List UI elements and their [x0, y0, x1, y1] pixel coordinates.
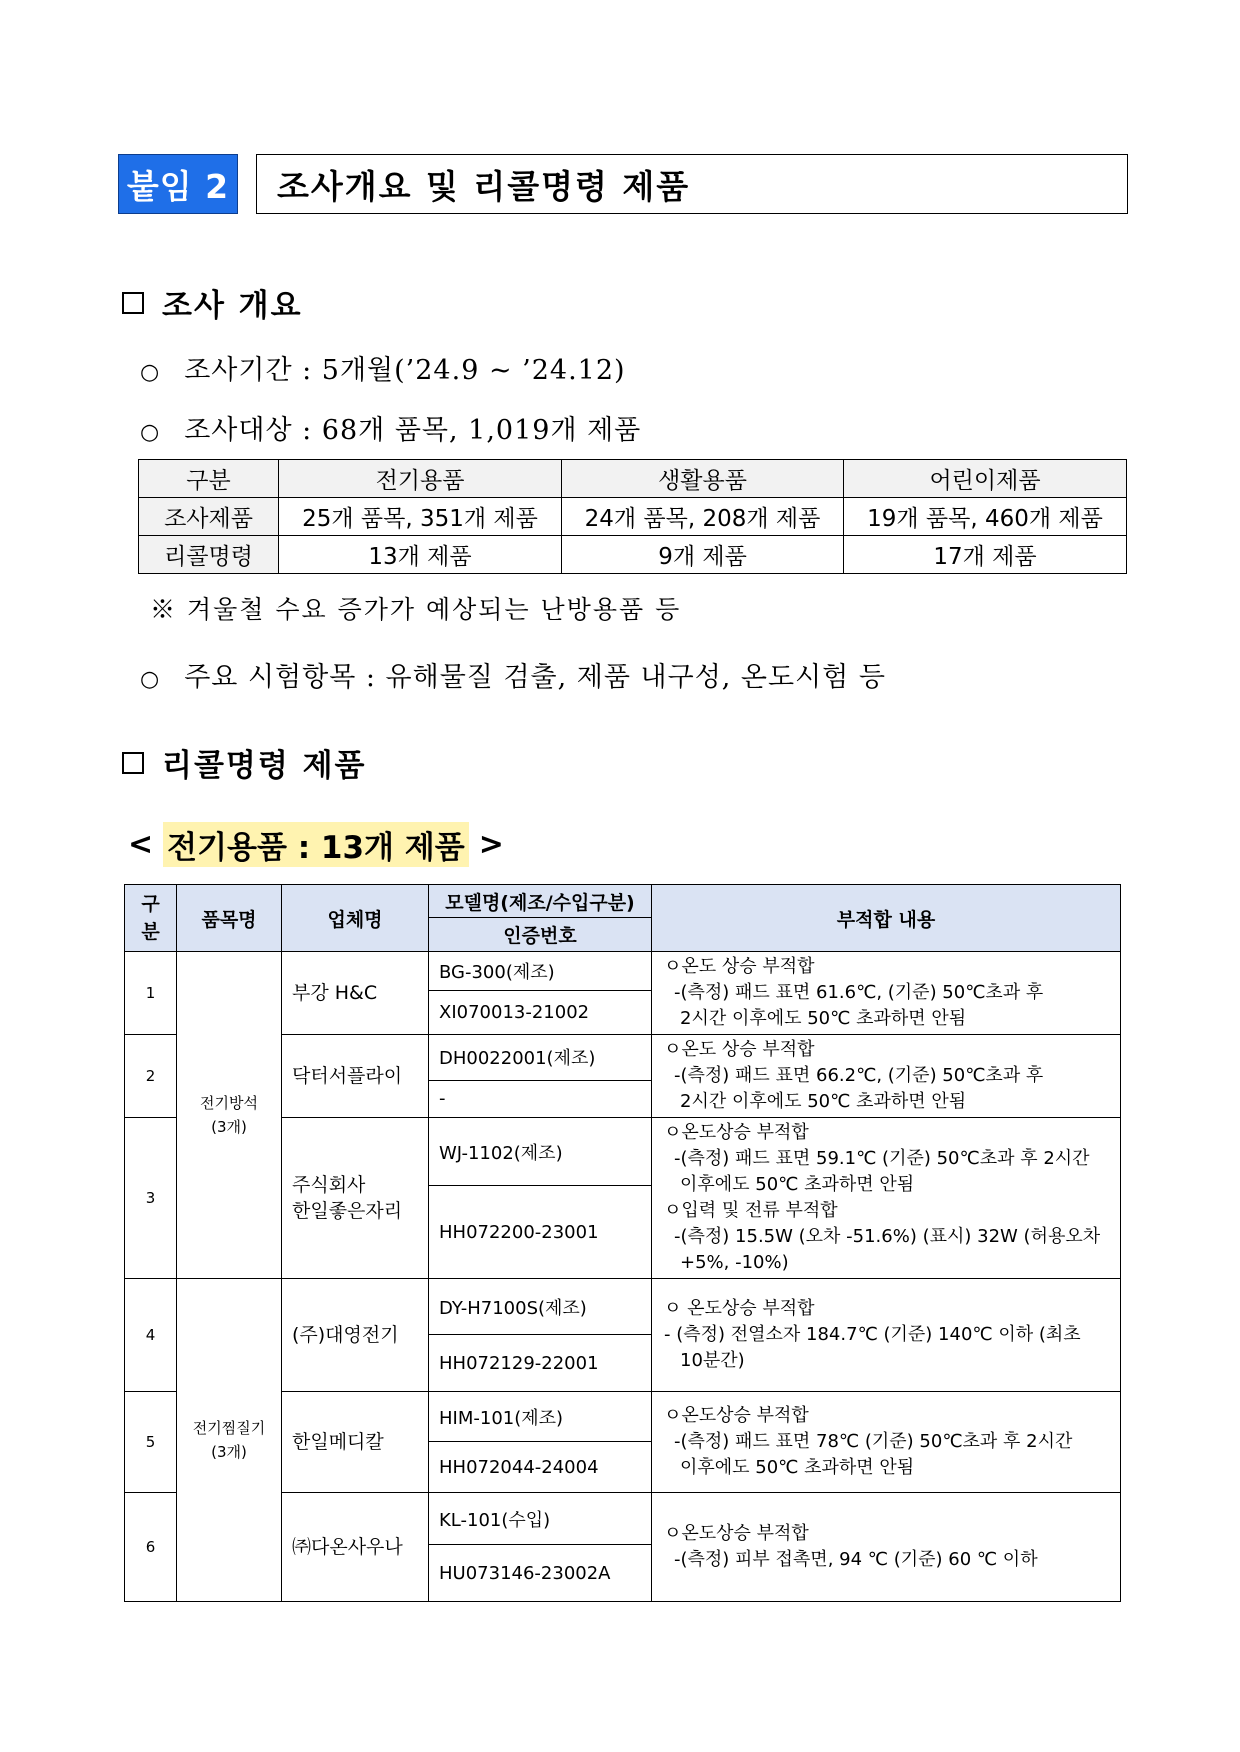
cert-number: HU073146-23002A: [429, 1545, 652, 1602]
item-name-cell: [177, 952, 282, 1279]
model-name: WJ-1102(제조): [429, 1118, 652, 1186]
defect-detail: -(측정) 패드 표면 66.2℃, (기준) 50℃초과 후: [674, 1065, 1044, 1086]
tests-text: 주요 시험항목 : 유해물질 검출, 제품 내구성, 온도시험 등: [184, 662, 886, 693]
company-name: [282, 1118, 429, 1279]
defect-title: ㅇ온도상승 부적합: [664, 1122, 809, 1143]
defect-detail: 10분간): [680, 1350, 745, 1371]
defect-description: [652, 1035, 1121, 1118]
chevron-left-icon: <: [128, 827, 154, 862]
defect-detail: -(측정) 패드 표면 78℃ (기준) 50℃초과 후 2시간: [674, 1431, 1073, 1452]
defect-description: [652, 1118, 1121, 1279]
defect-detail: -(측정) 패드 표면 59.1℃ (기준) 50℃초과 후 2시간: [674, 1148, 1090, 1169]
company-name-line: 주식회사: [292, 1174, 366, 1196]
defect-detail: 2시간 이후에도 50℃ 초과하면 안됨: [680, 1008, 967, 1029]
table-cell: 24개 품목, 208개 제품: [562, 498, 844, 536]
table-cell: 13개 제품: [279, 536, 562, 574]
overview-heading-text: 조사 개요: [162, 288, 303, 324]
circle-bullet-icon: ○: [140, 360, 161, 385]
defect-detail: 2시간 이후에도 50℃ 초과하면 안됨: [680, 1091, 967, 1112]
defect-column-header: 부적합 내용: [652, 885, 1121, 952]
table-header-row: [139, 460, 1127, 498]
cert-number: -: [429, 1080, 652, 1117]
defect-description: [652, 1392, 1121, 1493]
defect-description: [652, 952, 1121, 1035]
table-cell: 17개 제품: [844, 536, 1127, 574]
column-header: 어린이제품: [844, 460, 1127, 498]
table-header-row: [125, 885, 1121, 918]
item-name-cell: [177, 1279, 282, 1602]
period-line: [140, 348, 626, 387]
cert-number: HH072200-23001: [429, 1186, 652, 1279]
row-header: 리콜명령: [139, 536, 279, 574]
item-column-header: 품목명: [177, 885, 282, 952]
cert-number: XI070013-21002: [429, 991, 652, 1035]
model-name: DH0022001(제조): [429, 1035, 652, 1081]
company-name: ㈜다온사우나: [282, 1493, 429, 1602]
checkbox-icon: [122, 292, 144, 314]
defect-title: ㅇ입력 및 전류 부적합: [664, 1200, 838, 1221]
item-name: 전기찜질기: [192, 1419, 266, 1437]
document-title-text: 조사개요 및 리콜명령 제품: [277, 166, 691, 206]
company-name: 부강 H&C: [282, 952, 429, 1035]
model-name: KL-101(수입): [429, 1493, 652, 1545]
table-cell: 9개 제품: [562, 536, 844, 574]
defect-detail: -(측정) 15.5W (오차 -51.6%) (표시) 32W (허용오차: [674, 1226, 1101, 1247]
circle-bullet-icon: ○: [140, 420, 161, 445]
model-name: DY-H7100S(제조): [429, 1279, 652, 1335]
item-name: 전기방석: [200, 1094, 258, 1112]
recall-heading-text: 리콜명령 제품: [162, 748, 367, 784]
model-column-header: 모델명(제조/수입구분): [429, 885, 652, 918]
company-name-line: 한일좋은자리: [292, 1200, 403, 1222]
category-subheading: [118, 822, 514, 867]
defect-title: ㅇ 온도상승 부적합: [664, 1298, 815, 1319]
company-name: 닥터서플라이: [282, 1035, 429, 1118]
no-header-text: 구분: [141, 893, 160, 943]
defect-description: [652, 1493, 1121, 1602]
item-count: (3개): [211, 1443, 247, 1461]
defect-description: [652, 1279, 1121, 1392]
defect-detail: - (측정) 전열소자 184.7℃ (기준) 140℃ 이하 (최초: [664, 1324, 1081, 1345]
recall-products-table: [124, 884, 1121, 1602]
table-cell: 25개 품목, 351개 제품: [279, 498, 562, 536]
defect-detail: +5%, -10%): [680, 1252, 789, 1273]
overview-heading: [122, 280, 303, 325]
defect-title: ㅇ온도 상승 부적합: [664, 956, 815, 977]
item-count: (3개): [211, 1118, 247, 1136]
defect-detail: -(측정) 패드 표면 61.6℃, (기준) 50℃초과 후: [674, 982, 1044, 1003]
no-column-header: [125, 885, 177, 952]
company-column-header: 업체명: [282, 885, 429, 952]
row-number: 2: [125, 1035, 177, 1118]
circle-bullet-icon: ○: [140, 667, 161, 692]
defect-detail: 이후에도 50℃ 초과하면 안됨: [680, 1457, 915, 1478]
cert-number: HH072044-24004: [429, 1442, 652, 1493]
target-line: [140, 408, 641, 447]
row-number: 5: [125, 1392, 177, 1493]
column-header: 전기용품: [279, 460, 562, 498]
document-title: [256, 154, 1128, 214]
table-row: [139, 498, 1127, 536]
survey-summary-table: [138, 459, 1127, 574]
row-header: 조사제품: [139, 498, 279, 536]
note-text: ※ 겨울철 수요 증가가 예상되는 난방용품 등: [150, 595, 682, 624]
model-name: BG-300(제조): [429, 952, 652, 991]
defect-detail: 이후에도 50℃ 초과하면 안됨: [680, 1174, 915, 1195]
column-header: 구분: [139, 460, 279, 498]
column-header: 생활용품: [562, 460, 844, 498]
table-row: [139, 536, 1127, 574]
table-cell: 19개 품목, 460개 제품: [844, 498, 1127, 536]
defect-title: ㅇ온도상승 부적합: [664, 1405, 809, 1426]
recall-heading: [122, 740, 366, 785]
period-text: 조사기간 : 5개월(’24.9 ~ ’24.12): [184, 355, 626, 386]
defect-detail: -(측정) 피부 접촉면, 94 ℃ (기준) 60 ℃ 이하: [674, 1549, 1038, 1570]
cert-column-header: 인증번호: [429, 918, 652, 952]
row-number: 3: [125, 1118, 177, 1279]
tests-line: [140, 655, 886, 694]
model-name: HIM-101(제조): [429, 1392, 652, 1442]
row-number: 1: [125, 952, 177, 1035]
chevron-right-icon: >: [478, 827, 504, 862]
defect-title: ㅇ온도상승 부적합: [664, 1523, 809, 1544]
row-number: 4: [125, 1279, 177, 1392]
company-name: 한일메디칼: [282, 1392, 429, 1493]
cert-number: HH072129-22001: [429, 1335, 652, 1392]
attachment-badge: 붙임 2: [118, 154, 238, 214]
table-row: [125, 1279, 1121, 1335]
target-text: 조사대상 : 68개 품목, 1,019개 제품: [184, 415, 642, 446]
defect-title: ㅇ온도 상승 부적합: [664, 1039, 815, 1060]
category-subheading-text: 전기용품 : 13개 제품: [163, 822, 469, 867]
checkbox-icon: [122, 752, 144, 774]
company-name: (주)대영전기: [282, 1279, 429, 1392]
table-row: [125, 952, 1121, 991]
row-number: 6: [125, 1493, 177, 1602]
